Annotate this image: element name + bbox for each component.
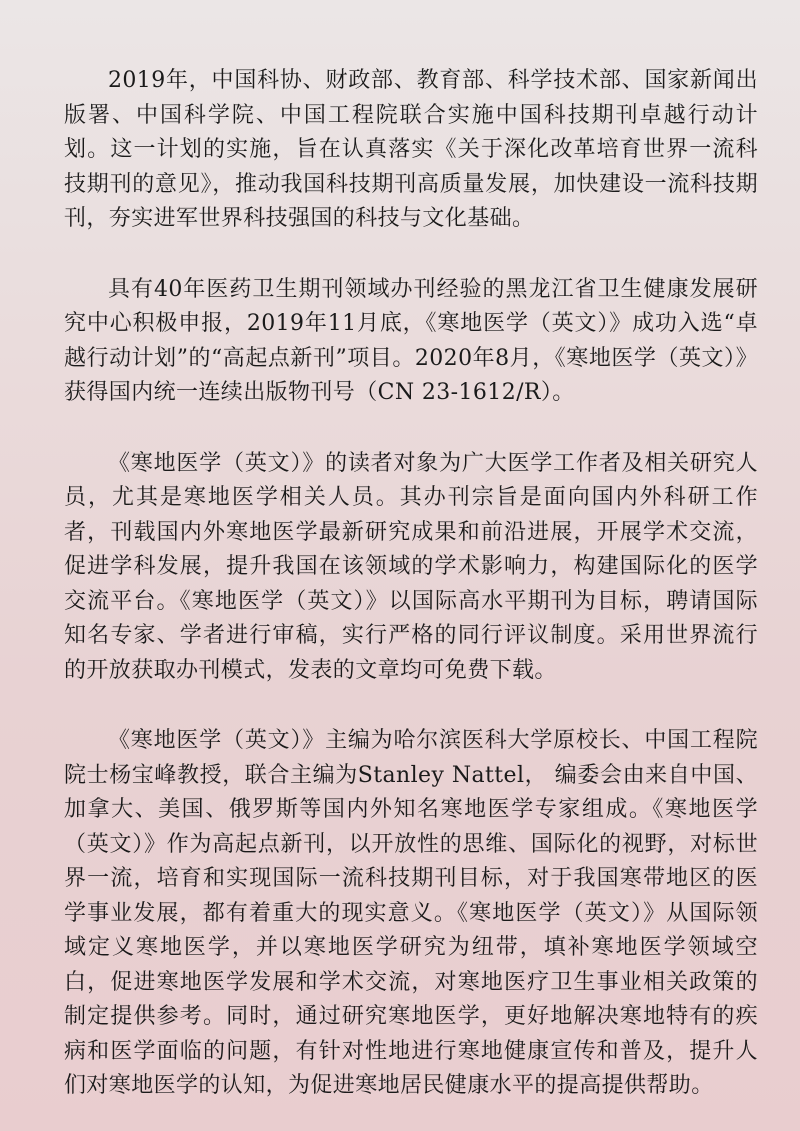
paragraph-3: 《寒地医学（英文）》的读者对象为广大医学工作者及相关研究人员，尤其是寒地医学相关人员。其办刊宗旨是面向国内外科研工作者，刊载国内外寒地医学最新研究成果和前沿进展，开展学术交流，促进学科发展，提升我国在该领域的学术影响力，构建国际化的医学交流平台。《寒地医学（英文）》以国际高水平期刊为目标，聘请国际知名专家、学者进行审稿，实行严格的同行评议制度。采用世界流行的开放获取办刊模式，发表的文章均可免费下载。	[64, 450, 758, 683]
paragraph-4: 《寒地医学（英文）》主编为哈尔滨医科大学原校长、中国工程院院士杨宝峰教授，联合主编为Stanley Nattel， 编委会由来自中国、加拿大、美国、俄罗斯等国内外知名寒地医学专家组成。《寒地医学（英文）》作为高起点新刊，以开放性的思维、国际化的视野，对标世界一流，培育和实现国际一流科技期刊目标，对于我国寒带地区的医学事业发展，都有着重大的现实意义。《寒地医学（英文）》从国际领域定义寒地医学，并以寒地医学研究为纽带，填补寒地医学领域空白，促进寒地医学发展和学术交流，对寒地医疗卫生事业相关政策的制定提供参考。同时，通过研究寒地医学，更好地解决寒地特有的疾病和医学面临的问题，有针对性地进行寒地健康宣传和普及，提升人们对寒地医学的认知，为促进寒地居民健康水平的提高提供帮助。	[64, 728, 758, 1098]
paragraph-1: 2019年，中国科协、财政部、教育部、科学技术部、国家新闻出版署、中国科学院、中国工程院联合实施中国科技期刊卓越行动计划。这一计划的实施，旨在认真落实《关于深化改革培育世界一流科技期刊的意见》，推动我国科技期刊高质量发展，加快建设一流科技期刊，夯实进军世界科技强国的科技与文化基础。	[64, 68, 758, 231]
paragraph-2: 具有40年医药卫生期刊领域办刊经验的黑龙江省卫生健康发展研究中心积极申报，2019年11月底，《寒地医学（英文）》成功入选“卓越行动计划”的“高起点新刊”项目。2020年8月，《寒地医学（英文）》获得国内统一连续出版物刊号（CN 23-1612/R）。	[64, 276, 758, 405]
